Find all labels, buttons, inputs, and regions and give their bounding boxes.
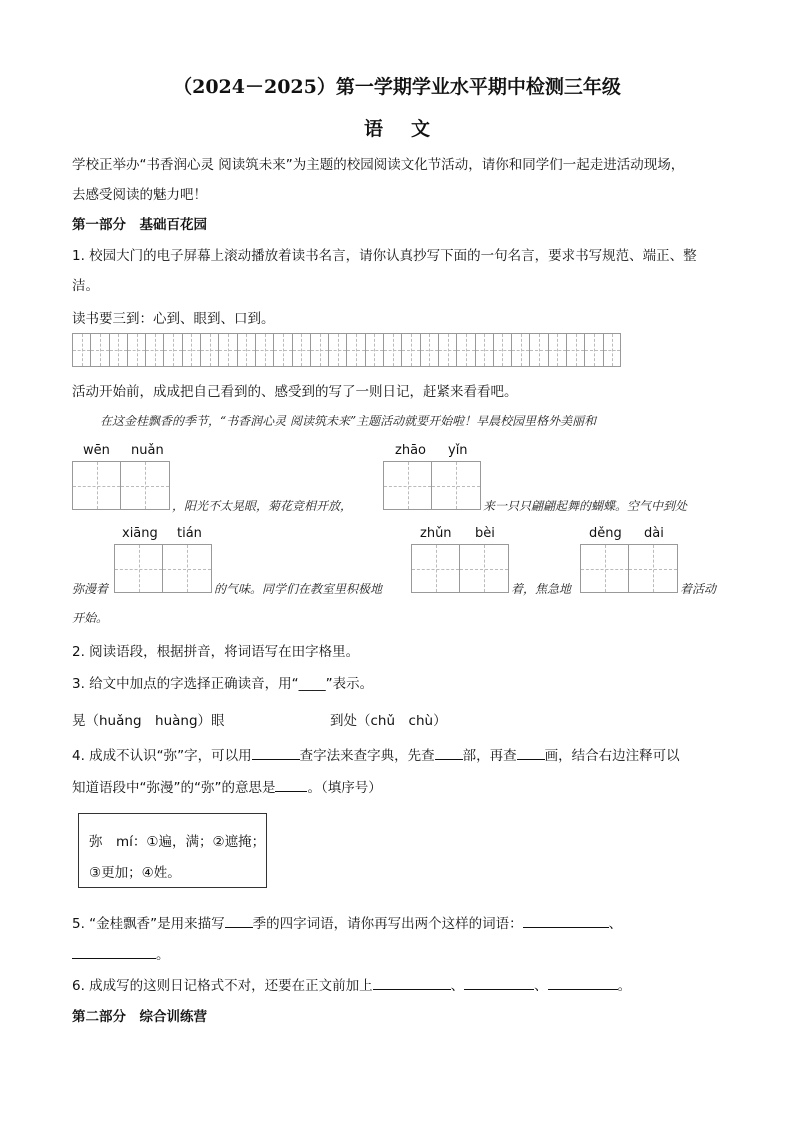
pinyin-dai: dài	[644, 526, 664, 541]
q4-part-c: 部，再查	[462, 748, 517, 764]
pinyin-deng: děng	[589, 526, 622, 541]
tianzige-xiangtian[interactable]	[114, 544, 212, 593]
diary-intro: 活动开始前，成成把自己看到的、感受到的写了一则日记，赶紧来看看吧。	[72, 384, 518, 400]
q3-option-1: 晃（huǎng huàng）眼	[72, 713, 225, 729]
pinyin-yin: yǐn	[448, 443, 468, 458]
q4-part-b: 查字法来查字典，先查	[299, 748, 435, 764]
subject-title: 语文	[363, 118, 458, 140]
diary-line-4: 开始。	[72, 611, 109, 625]
q3-text: 3. 给文中加点的字选择正确读音，用“____”表示。	[72, 676, 374, 692]
q2-text: 2. 阅读语段，根据拼音，将词语写在田字格里。	[72, 644, 360, 660]
q6-sep-1: 、	[450, 978, 465, 994]
diary-seg-2b: 来一只只翩翩起舞的蝴蝶。空气中到处	[483, 499, 688, 513]
q3-option-2: 到处（chǔ chù）	[330, 713, 447, 729]
q5-blank-word-1[interactable]	[523, 913, 609, 928]
q4-part-a: 4. 成成不认识“弥”字，可以用	[72, 748, 252, 764]
dict-line-2: ③更加；④姓。	[89, 865, 181, 881]
q4-line2-b: 。（填序号）	[307, 780, 382, 796]
tianzige-wennuan[interactable]	[72, 461, 170, 510]
q5-end: 。	[156, 947, 170, 963]
q5-line-2	[72, 943, 170, 963]
pinyin-wen: wēn	[83, 443, 110, 458]
tianzige-dengdai[interactable]	[580, 544, 678, 593]
q6-blank-2[interactable]	[464, 975, 534, 990]
diary-seg-2a: ，阳光不太晃眼，菊花竞相开放，	[172, 499, 353, 513]
diary-line-1: 在这金桂飘香的季节，“书香润心灵 阅读筑未来”主题活动就要开始啦！早晨校园里格外美丽和	[100, 414, 597, 428]
pinyin-zhun: zhǔn	[420, 526, 452, 541]
q6-blank-1[interactable]	[373, 975, 451, 990]
q4-line-2	[72, 776, 382, 796]
q4-blank-strokes[interactable]	[517, 745, 545, 760]
q6-sep-2: 、	[534, 978, 548, 994]
dictionary-note-box	[78, 813, 267, 888]
q5-line-1	[72, 912, 622, 932]
part2-heading: 第二部分 综合训练营	[72, 1009, 207, 1025]
diary-seg-3a: 弥漫着	[72, 582, 109, 596]
q5-blank-word-2[interactable]	[72, 944, 156, 959]
q5-blank-season[interactable]	[225, 913, 253, 928]
q5-part-a: 5. “金桂飘香”是用来描写	[72, 916, 225, 932]
q5-sep: 、	[608, 916, 623, 932]
q4-part-d: 画，结合右边注释可以	[544, 748, 680, 764]
tianzige-zhaoyin[interactable]	[383, 461, 481, 510]
pinyin-nuan: nuǎn	[131, 443, 164, 458]
page-title: （2024－2025）第一学期学业水平期中检测三年级	[173, 76, 621, 98]
pinyin-tian: tián	[177, 526, 202, 541]
pinyin-zhao: zhāo	[395, 443, 426, 458]
q6-blank-3[interactable]	[548, 975, 618, 990]
pinyin-xiang: xiāng	[122, 526, 158, 541]
q4-line2-a: 知道语段中“弥漫”的“弥”的意思是	[72, 780, 276, 796]
tianzige-zhunbei[interactable]	[411, 544, 509, 593]
diary-seg-3c: 着，焦急地	[511, 582, 572, 596]
q4-blank-radical[interactable]	[435, 745, 463, 760]
diary-seg-3d: 着活动	[680, 582, 717, 596]
pinyin-bei: bèi	[475, 526, 495, 541]
q4-blank-meaning[interactable]	[275, 777, 307, 792]
q4-blank-method[interactable]	[252, 745, 300, 760]
quote-text: 读书要三到：心到、眼到、口到。	[72, 311, 275, 327]
q5-part-b: 季的四字词语，请你再写出两个这样的词语：	[252, 916, 523, 932]
q6-end: 。	[617, 978, 632, 994]
q1-line-2: 洁。	[72, 278, 99, 294]
q6-part-a: 6. 成成写的这则日记格式不对，还要在正文前加上	[72, 978, 373, 994]
intro-line-2: 去感受阅读的魅力吧！	[72, 187, 207, 203]
dict-line-1: 弥 mí：①遍，满；②遮掩；	[89, 834, 266, 850]
diary-seg-3b: 的气味。同学们在教室里积极地	[214, 582, 383, 596]
copy-writing-grid[interactable]	[72, 333, 621, 367]
q1-line-1: 1. 校园大门的电子屏幕上滚动播放着读书名言，请你认真抄写下面的一句名言，要求书写规范、端正、整	[72, 248, 697, 264]
part1-heading: 第一部分 基础百花园	[72, 217, 207, 233]
q6-text	[72, 974, 631, 994]
intro-line-1: 学校正举办“书香润心灵 阅读筑未来”为主题的校园阅读文化节活动，请你和同学们一起走进活动现场，	[72, 157, 685, 173]
q4-line-1	[72, 744, 680, 764]
